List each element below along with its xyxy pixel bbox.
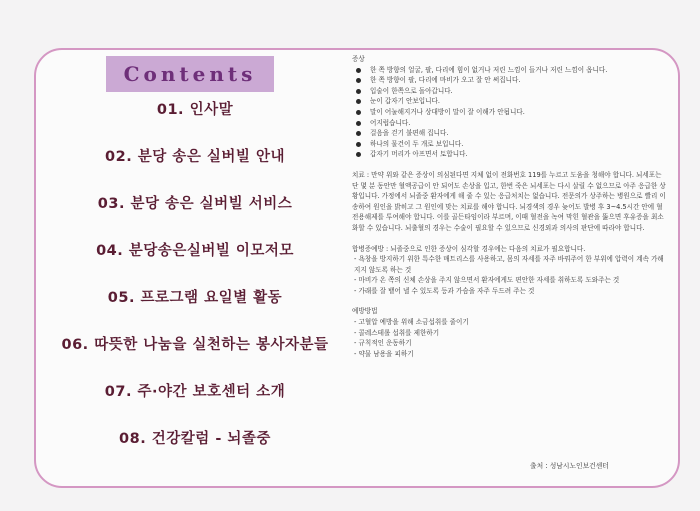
bullet-icon bbox=[356, 142, 361, 147]
bullet-icon bbox=[356, 78, 361, 83]
symptom-text: 한 쪽 방향이 팔, 다리에 마비가 오고 잘 안 써집니다. bbox=[370, 76, 521, 85]
symptom-text: 어지럽습니다. bbox=[370, 118, 411, 127]
prevention-list bbox=[352, 317, 668, 359]
symptom-text: 걸음을 걷기 불편해 집니다. bbox=[370, 129, 449, 138]
bullet-icon bbox=[356, 121, 361, 126]
treatment-paragraph: 치료 : 만약 위와 같은 증상이 의심된다면 지체 없이 전화번호 119를 누르고 도움을 청해야 합니다. 뇌세포는 단 몇 분 동안만 혈액공급이 안 되어도 손상을 입고, 한번 죽은 뇌세포는 다시 살릴 수 없으므로 아주 응급한 상황입니다. 가정에서 뇌졸중 환자에게 해 줄 수 있는 응급처치는 없습니다. 전문의가 상주하는 병원으로 빨리 이송하여 원인을 밝히고 그 원인에 맞는 치료를 해야 합니다. 뇌경색의 경우 늦어도 발병 후 3~4.5시간 안에 혈전용해제를 투여해야 합니다. 이를 골든타임이라 부르며, 이때 혈전을 녹여 막힌 혈관을 뚫으면 후유증을 최소화할 수 있습니다. 뇌출혈의 경우는 수술이 필요할 수 있으므로 신경외과 의사의 판단에 따라야 합니다. bbox=[352, 170, 666, 232]
toc-item[interactable]: 02. 분당 송은 실버빌 안내 bbox=[105, 149, 285, 165]
list-item bbox=[356, 149, 668, 160]
symptom-text: 한 쪽 방향의 얼굴, 팔, 다리에 힘이 없거나 저린 느낌이 들거나 저린 느낌이 옵니다. bbox=[370, 65, 608, 74]
symptoms-list bbox=[352, 65, 668, 160]
list-item bbox=[356, 107, 668, 118]
list-item bbox=[356, 118, 668, 129]
prevention-title: 예방방법 bbox=[352, 307, 378, 316]
symptom-text: 눈이 갑자기 안보입니다. bbox=[370, 97, 440, 106]
complication-section bbox=[352, 244, 668, 297]
list-item: - 콜레스테롤 섭취를 제한하기 bbox=[354, 328, 440, 337]
bullet-icon bbox=[356, 152, 361, 157]
list-item bbox=[356, 96, 668, 107]
toc-item[interactable]: 04. 분당송은실버빌 이모저모 bbox=[96, 243, 294, 259]
symptom-text: 입술이 한쪽으로 돌아갑니다. bbox=[370, 86, 453, 95]
list-item: - 욕창을 방지하기 위한 특수한 매트리스를 사용하고, 몸의 자세를 자주 바꿔주어 한 부위에 압력이 계속 가해지지 않도록 하는 것 bbox=[354, 255, 664, 274]
bullet-icon bbox=[356, 99, 361, 104]
list-item bbox=[356, 128, 668, 139]
toc-item[interactable]: 01. 인사말 bbox=[156, 102, 234, 118]
list-item bbox=[356, 65, 668, 76]
bullet-icon bbox=[356, 131, 361, 136]
symptom-text: 말이 어눌해지거나 상대방이 말이 잘 이해가 안됩니다. bbox=[370, 107, 525, 116]
symptoms-title: 증상 bbox=[352, 55, 365, 63]
symptom-text: 하나의 물건이 두 개로 보입니다. bbox=[370, 139, 464, 148]
list-item: - 가래를 잘 뱉어 낼 수 있도록 등과 가슴을 자주 두드려 주는 것 bbox=[354, 286, 535, 295]
health-column bbox=[352, 54, 668, 359]
symptom-text: 갑자기 머리가 아프면서 토합니다. bbox=[370, 150, 468, 159]
list-item bbox=[356, 75, 668, 86]
source-credit: 출처 : 성남시노인보건센터 bbox=[530, 462, 609, 470]
list-item: - 규칙적인 운동하기 bbox=[354, 339, 412, 348]
complication-title: 합병증예방 : 뇌졸중으로 인한 증상이 심각할 경우에는 다음의 치료가 필요합니다. bbox=[352, 244, 586, 253]
bullet-icon bbox=[356, 89, 361, 94]
toc-item[interactable]: 05. 프로그램 요일별 활동 bbox=[107, 290, 283, 306]
complication-list bbox=[352, 254, 668, 296]
toc-item[interactable]: 03. 분당 송은 실버빌 서비스 bbox=[97, 196, 293, 212]
prevention-section bbox=[352, 306, 668, 359]
toc-item[interactable]: 08. 건강칼럼 - 뇌졸중 bbox=[119, 431, 271, 447]
list-item: - 고혈압 예방을 위해 소금섭취를 줄이기 bbox=[354, 318, 469, 327]
list-item: - 마비가 온 쪽의 신체 손상을 주지 않으면서 환자에게도 편안한 자세를 취하도록 도와주는 것 bbox=[354, 276, 620, 285]
bullet-icon bbox=[356, 110, 361, 115]
toc-item[interactable]: 07. 주·야간 보호센터 소개 bbox=[104, 384, 286, 400]
toc-item[interactable]: 06. 따뜻한 나눔을 실천하는 봉사자분들 bbox=[61, 337, 329, 353]
contents-title: Contents bbox=[106, 56, 274, 92]
list-item bbox=[356, 139, 668, 150]
list-item: - 약물 남용을 피하기 bbox=[354, 349, 414, 358]
list-item bbox=[356, 86, 668, 97]
bullet-icon bbox=[356, 68, 361, 73]
